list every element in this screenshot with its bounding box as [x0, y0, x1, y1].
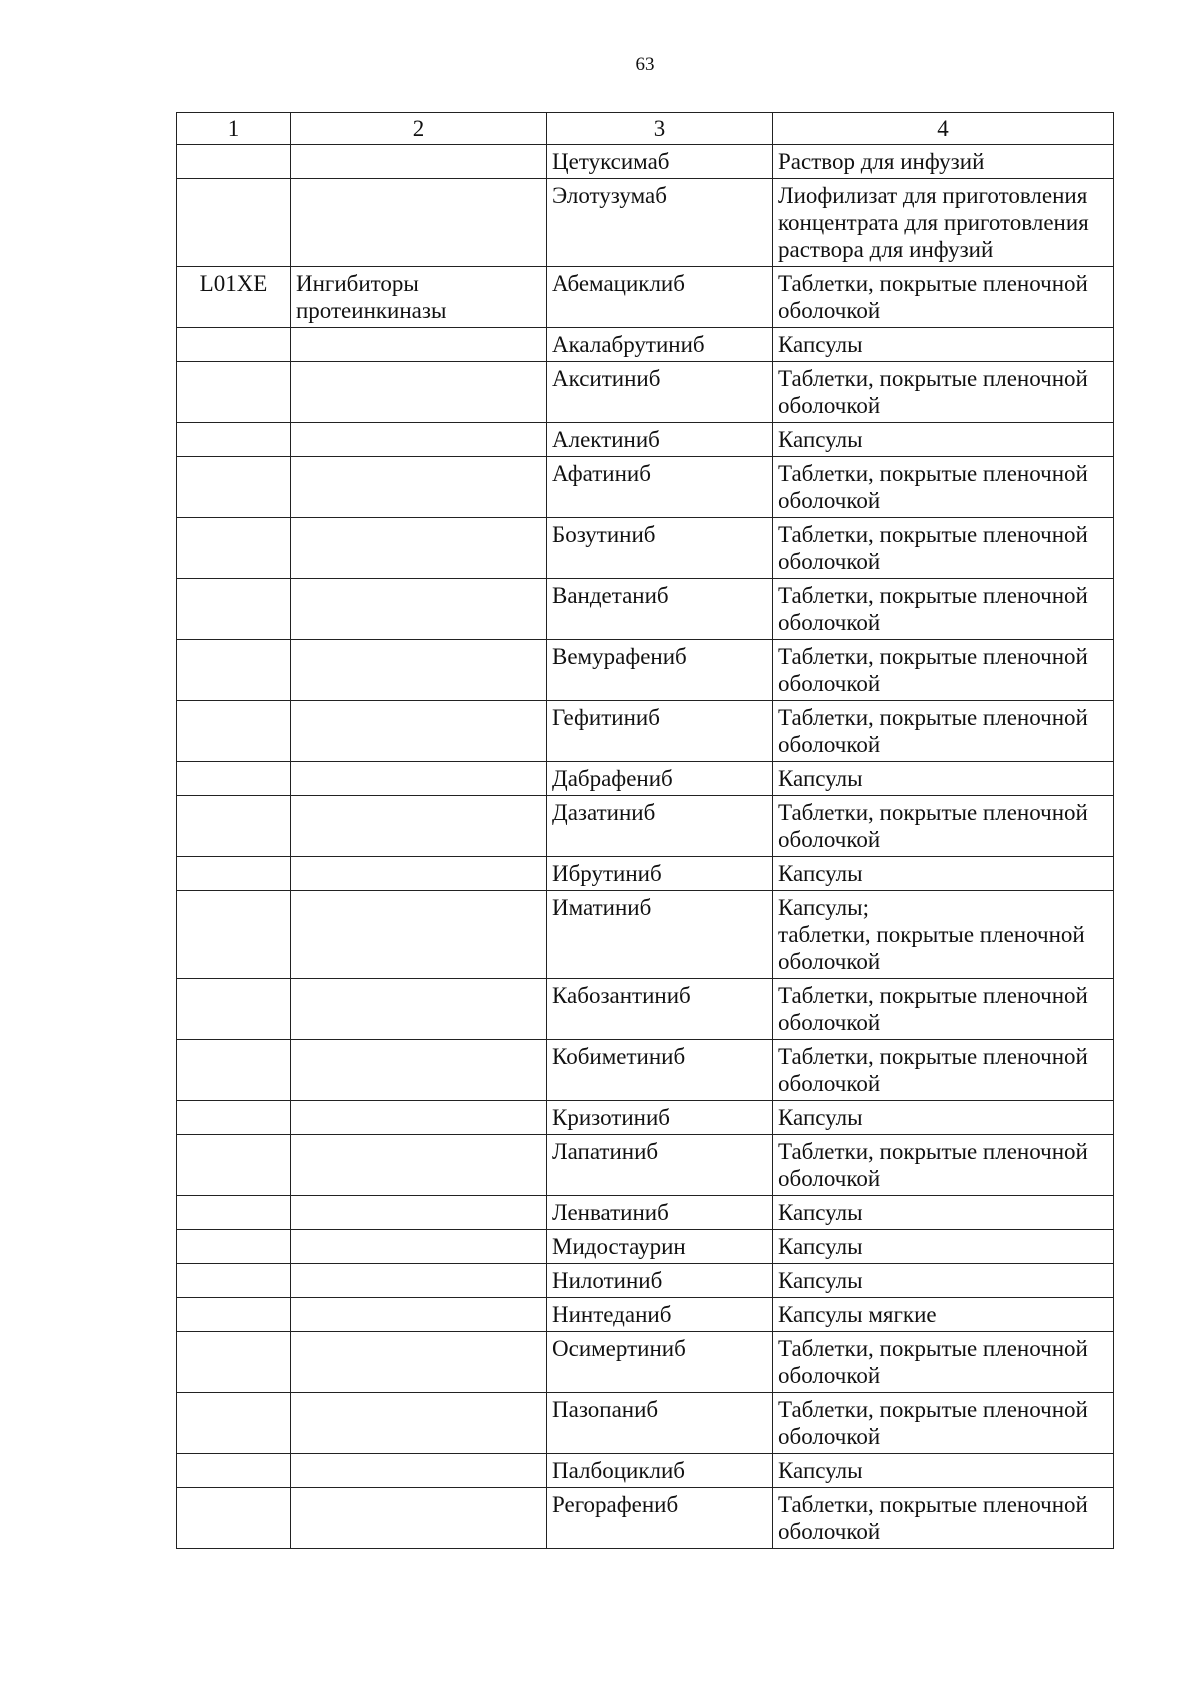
- dosage-form-text: Таблетки, покрытые пленочной оболочкой: [778, 271, 1088, 323]
- atc-code-cell: [177, 979, 291, 1040]
- drug-name-text: Лапатиниб: [552, 1139, 659, 1164]
- dosage-form-cell: [773, 328, 1114, 362]
- table-row: [177, 267, 1114, 328]
- atc-code-cell: [177, 1230, 291, 1264]
- table-body: [177, 113, 1114, 1549]
- dosage-form-text: Капсулы: [778, 1200, 863, 1225]
- pharmacological-group-cell: [291, 762, 547, 796]
- dosage-form-cell: [773, 579, 1114, 640]
- drug-name-cell: [547, 1135, 773, 1196]
- atc-code-text: L01XE: [199, 271, 268, 296]
- atc-code-cell: [177, 762, 291, 796]
- table-row: [177, 762, 1114, 796]
- table-row: [177, 579, 1114, 640]
- drug-name-cell: [547, 423, 773, 457]
- dosage-form-text: Лиофилизат для приготовления концентрата для приготовления раствора для инфузий: [778, 183, 1089, 262]
- drug-name-text: Акалабрутиниб: [552, 332, 705, 357]
- drug-name-text: Иматиниб: [552, 895, 652, 920]
- atc-code-cell: [177, 145, 291, 179]
- atc-code-cell: [177, 640, 291, 701]
- pharmacological-group-cell: [291, 1454, 547, 1488]
- pharmacological-group-cell: [291, 362, 547, 423]
- drug-name-text: Цетуксимаб: [552, 149, 670, 174]
- dosage-form-cell: [773, 362, 1114, 423]
- atc-code-cell: [177, 1101, 291, 1135]
- drug-name-cell: [547, 1196, 773, 1230]
- drug-name-text: Акситиниб: [552, 366, 661, 391]
- atc-code-cell: [177, 1393, 291, 1454]
- atc-code-cell: [177, 857, 291, 891]
- drug-name-text: Абемациклиб: [552, 271, 685, 296]
- atc-code-cell: [177, 701, 291, 762]
- table-row: [177, 362, 1114, 423]
- dosage-form-cell: [773, 457, 1114, 518]
- dosage-form-text: Капсулы мягкие: [778, 1302, 937, 1327]
- table-row: [177, 145, 1114, 179]
- drug-name-text: Мидостаурин: [552, 1234, 686, 1259]
- table-row: [177, 1101, 1114, 1135]
- pharmacological-group-cell: [291, 1264, 547, 1298]
- header-cell-col3: 3: [547, 113, 773, 145]
- table-row: [177, 857, 1114, 891]
- atc-code-cell: [177, 1332, 291, 1393]
- dosage-form-cell: [773, 423, 1114, 457]
- atc-code-cell: [177, 796, 291, 857]
- table-row: [177, 1332, 1114, 1393]
- drug-name-cell: [547, 701, 773, 762]
- drug-name-text: Дабрафениб: [552, 766, 673, 791]
- dosage-form-cell: [773, 762, 1114, 796]
- drug-name-text: Элотузумаб: [552, 183, 667, 208]
- atc-code-cell: [177, 423, 291, 457]
- table-row: [177, 1264, 1114, 1298]
- header-cell-col1: 1: [177, 113, 291, 145]
- table-row: [177, 979, 1114, 1040]
- table-row: [177, 179, 1114, 267]
- drug-name-cell: [547, 267, 773, 328]
- drug-name-cell: [547, 1040, 773, 1101]
- atc-code-cell: [177, 1454, 291, 1488]
- pharmacological-group-cell: [291, 267, 547, 328]
- dosage-form-cell: [773, 979, 1114, 1040]
- pharmacological-group-cell: [291, 891, 547, 979]
- drug-name-cell: [547, 362, 773, 423]
- dosage-form-cell: [773, 1393, 1114, 1454]
- drug-name-cell: [547, 796, 773, 857]
- dosage-form-cell: [773, 1454, 1114, 1488]
- atc-code-cell: [177, 1298, 291, 1332]
- dosage-form-cell: [773, 518, 1114, 579]
- table-row: [177, 1298, 1114, 1332]
- drug-name-cell: [547, 145, 773, 179]
- pharmacological-group-cell: [291, 701, 547, 762]
- dosage-form-text: Таблетки, покрытые пленочной оболочкой: [778, 583, 1088, 635]
- pharmacological-group-cell: [291, 796, 547, 857]
- atc-code-cell: [177, 362, 291, 423]
- dosage-form-text: Капсулы: [778, 1234, 863, 1259]
- drug-name-cell: [547, 179, 773, 267]
- drug-name-cell: [547, 1488, 773, 1549]
- dosage-form-text: Раствор для инфузий: [778, 149, 985, 174]
- pharmacological-group-cell: [291, 1332, 547, 1393]
- pharmacological-group-cell: [291, 179, 547, 267]
- pharmacological-group-cell: [291, 328, 547, 362]
- drug-name-text: Дазатиниб: [552, 800, 656, 825]
- dosage-form-text: Капсулы: [778, 1268, 863, 1293]
- atc-code-cell: [177, 891, 291, 979]
- drug-name-cell: [547, 1298, 773, 1332]
- dosage-form-text: Таблетки, покрытые пленочной оболочкой: [778, 366, 1088, 418]
- dosage-form-text: Капсулы: [778, 1458, 863, 1483]
- pharmacological-group-cell: [291, 1230, 547, 1264]
- drug-name-text: Ибрутиниб: [552, 861, 662, 886]
- pharmacological-group-cell: [291, 1101, 547, 1135]
- drug-name-text: Гефитиниб: [552, 705, 660, 730]
- pharmacological-group-cell: [291, 640, 547, 701]
- atc-code-cell: [177, 1040, 291, 1101]
- pharmacological-group-cell: [291, 423, 547, 457]
- pharmacological-group-cell: [291, 1196, 547, 1230]
- drug-name-text: Палбоциклиб: [552, 1458, 685, 1483]
- drug-name-cell: [547, 518, 773, 579]
- drug-name-text: Нилотиниб: [552, 1268, 663, 1293]
- dosage-form-text: Таблетки, покрытые пленочной оболочкой: [778, 983, 1088, 1035]
- dosage-form-text: Таблетки, покрытые пленочной оболочкой: [778, 461, 1088, 513]
- table-row: [177, 640, 1114, 701]
- dosage-form-text: Таблетки, покрытые пленочной оболочкой: [778, 1044, 1088, 1096]
- table-row: [177, 518, 1114, 579]
- table-row: [177, 328, 1114, 362]
- dosage-form-cell: [773, 267, 1114, 328]
- dosage-form-cell: [773, 145, 1114, 179]
- dosage-form-cell: [773, 857, 1114, 891]
- atc-code-cell: [177, 328, 291, 362]
- drug-name-text: Вемурафениб: [552, 644, 687, 669]
- dosage-form-text: Таблетки, покрытые пленочной оболочкой: [778, 1139, 1088, 1191]
- table-row: [177, 1230, 1114, 1264]
- atc-code-cell: [177, 1135, 291, 1196]
- atc-code-cell: [177, 579, 291, 640]
- header-cell-col2: 2: [291, 113, 547, 145]
- dosage-form-cell: [773, 179, 1114, 267]
- dosage-form-text: Таблетки, покрытые пленочной оболочкой: [778, 522, 1088, 574]
- table-row: [177, 1393, 1114, 1454]
- dosage-form-cell: [773, 1332, 1114, 1393]
- dosage-form-text: Таблетки, покрытые пленочной оболочкой: [778, 800, 1088, 852]
- table-row: [177, 1488, 1114, 1549]
- table-row: [177, 1454, 1114, 1488]
- dosage-form-text: Таблетки, покрытые пленочной оболочкой: [778, 644, 1088, 696]
- dosage-form-cell: [773, 1135, 1114, 1196]
- pharmacological-group-cell: [291, 857, 547, 891]
- drug-name-cell: [547, 1454, 773, 1488]
- drug-name-text: Кобиметиниб: [552, 1044, 686, 1069]
- pharmacological-group-cell: [291, 579, 547, 640]
- drug-name-cell: [547, 891, 773, 979]
- dosage-form-text: Капсулы: [778, 332, 863, 357]
- pharmacological-group-text: Ингибиторы протеинкиназы: [296, 271, 447, 323]
- pharmacological-group-cell: [291, 1393, 547, 1454]
- pharmacological-group-cell: [291, 1298, 547, 1332]
- drug-name-cell: [547, 1332, 773, 1393]
- dosage-form-cell: [773, 1040, 1114, 1101]
- drug-name-cell: [547, 457, 773, 518]
- medication-table: [176, 112, 1114, 1549]
- pharmacological-group-cell: [291, 1488, 547, 1549]
- table-row: [177, 457, 1114, 518]
- drug-name-cell: [547, 1230, 773, 1264]
- dosage-form-text: Капсулы; таблетки, покрытые пленочной оболочкой: [778, 895, 1085, 974]
- drug-name-cell: [547, 579, 773, 640]
- table-row: [177, 1135, 1114, 1196]
- drug-name-text: Вандетаниб: [552, 583, 669, 608]
- atc-code-cell: [177, 518, 291, 579]
- drug-name-text: Нинтеданиб: [552, 1302, 672, 1327]
- atc-code-cell: [177, 267, 291, 328]
- dosage-form-cell: [773, 1488, 1114, 1549]
- pharmacological-group-cell: [291, 1040, 547, 1101]
- drug-name-cell: [547, 1393, 773, 1454]
- dosage-form-cell: [773, 1101, 1114, 1135]
- drug-name-text: Бозутиниб: [552, 522, 656, 547]
- dosage-form-cell: [773, 1196, 1114, 1230]
- drug-name-cell: [547, 1264, 773, 1298]
- drug-name-text: Ленватиниб: [552, 1200, 669, 1225]
- dosage-form-text: Таблетки, покрытые пленочной оболочкой: [778, 1492, 1088, 1544]
- dosage-form-text: Капсулы: [778, 427, 863, 452]
- pharmacological-group-cell: [291, 1135, 547, 1196]
- drug-name-cell: [547, 640, 773, 701]
- dosage-form-cell: [773, 640, 1114, 701]
- drug-name-text: Афатиниб: [552, 461, 651, 486]
- table-header-row: [177, 113, 1114, 145]
- dosage-form-text: Таблетки, покрытые пленочной оболочкой: [778, 1336, 1088, 1388]
- table-row: [177, 1196, 1114, 1230]
- dosage-form-cell: [773, 1264, 1114, 1298]
- drug-name-text: Кабозантиниб: [552, 983, 691, 1008]
- dosage-form-cell: [773, 701, 1114, 762]
- drug-name-text: Алектиниб: [552, 427, 660, 452]
- header-cell-col4: 4: [773, 113, 1114, 145]
- dosage-form-text: Таблетки, покрытые пленочной оболочкой: [778, 705, 1088, 757]
- table-row: [177, 423, 1114, 457]
- table-row: [177, 1040, 1114, 1101]
- dosage-form-cell: [773, 796, 1114, 857]
- pharmacological-group-cell: [291, 145, 547, 179]
- pharmacological-group-cell: [291, 457, 547, 518]
- drug-name-text: Регорафениб: [552, 1492, 679, 1517]
- table-row: [177, 796, 1114, 857]
- dosage-form-text: Капсулы: [778, 766, 863, 791]
- drug-name-cell: [547, 857, 773, 891]
- dosage-form-text: Капсулы: [778, 861, 863, 886]
- pharmacological-group-cell: [291, 518, 547, 579]
- pharmacological-group-cell: [291, 979, 547, 1040]
- atc-code-cell: [177, 179, 291, 267]
- drug-name-text: Кризотиниб: [552, 1105, 670, 1130]
- dosage-form-cell: [773, 1230, 1114, 1264]
- dosage-form-text: Капсулы: [778, 1105, 863, 1130]
- drug-name-cell: [547, 979, 773, 1040]
- dosage-form-cell: [773, 891, 1114, 979]
- drug-name-text: Пазопаниб: [552, 1397, 659, 1422]
- atc-code-cell: [177, 457, 291, 518]
- atc-code-cell: [177, 1196, 291, 1230]
- drug-name-text: Осимертиниб: [552, 1336, 686, 1361]
- dosage-form-text: Таблетки, покрытые пленочной оболочкой: [778, 1397, 1088, 1449]
- dosage-form-cell: [773, 1298, 1114, 1332]
- table-row: [177, 701, 1114, 762]
- atc-code-cell: [177, 1488, 291, 1549]
- drug-name-cell: [547, 328, 773, 362]
- drug-name-cell: [547, 762, 773, 796]
- table-row: [177, 891, 1114, 979]
- page-number: 63: [635, 54, 655, 75]
- atc-code-cell: [177, 1264, 291, 1298]
- drug-name-cell: [547, 1101, 773, 1135]
